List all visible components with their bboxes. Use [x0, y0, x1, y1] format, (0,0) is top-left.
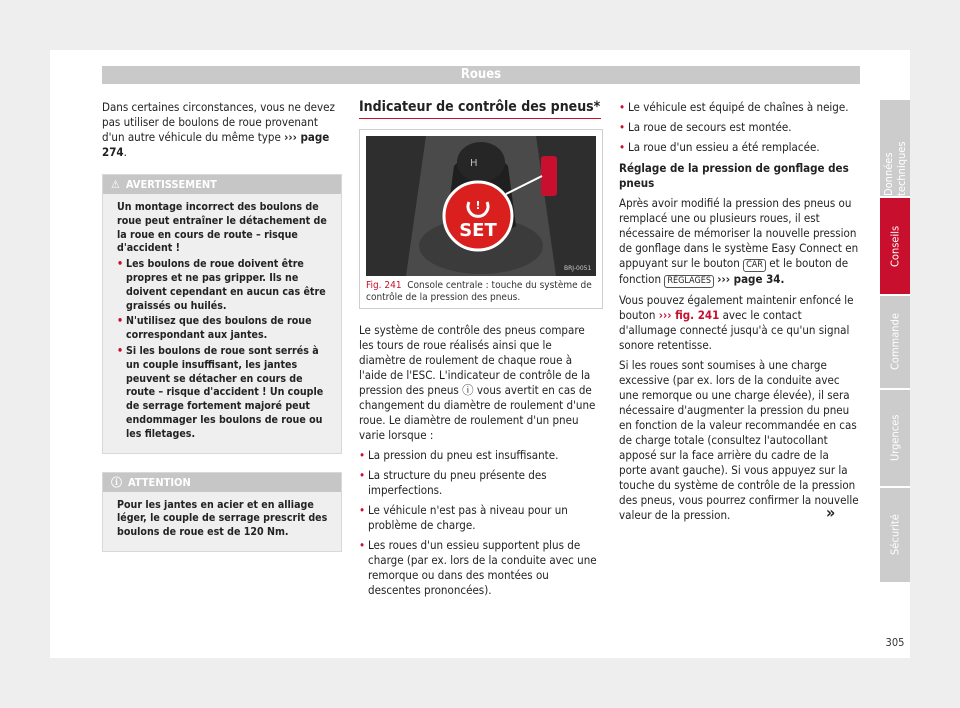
car-button: CAR	[743, 259, 766, 272]
intro-paragraph: Dans certaines circonstances, vous ne devez pas utiliser de boulons de roue provenant d'un autre véhicule du même type ››› page 274.	[102, 100, 335, 159]
subheading: Réglage de la pression de gonflage des pneus	[619, 161, 849, 190]
warning-box	[102, 174, 342, 454]
warning-bullet: • Si les boulons de roue sont serrés à un couple insuffisant, les jantes peuvent se détacher en cours de route – risque d'accident ! Un couple de serrage fortement majoré peut endommager les boulons de roue ou les filetages.	[117, 345, 331, 442]
cause-bullet: • Le véhicule n'est pas à niveau pour un problème de charge.	[359, 503, 601, 533]
middle-text	[359, 323, 601, 598]
info-circle-icon: ⓘ	[111, 475, 122, 489]
reglages-button: RÉGLAGES	[664, 275, 714, 288]
attention-text: Pour les jantes en acier et en alliage léger, le couple de serrage prescrit des boulons de roue est de 120 Nm.	[117, 498, 328, 539]
load-paragraph: Si les roues sont soumises à une charge excessive (par ex. lors de la conduite avec une remorque ou une charge élevée), il sera nécessaire d'augmenter la pression du pneu en fonction de la valeur recommandée en cas de charge totale (consultez l'autocollant apposé sur la face arrière du cadre de la porte avant gauche). Si vous appuyez sur la touche du système de contrôle de la pression des pneus, vous pourrez confirmer la nouvelle valeur de la pression.	[619, 358, 859, 522]
page-header	[102, 66, 860, 84]
warning-triangle-icon: ⚠	[111, 178, 120, 191]
cause-bullet: • La pression du pneu est insuffisante.	[359, 448, 601, 463]
setting-paragraph: Après avoir modifié la pression des pneus ou remplacé une ou plusieurs roues, il est nécessaire de mémoriser la nouvelle pression de gonflage dans le système Easy Connect en appuyant sur le bouton CAR et le bouton de fonction RÉGLAGES ››› page 34.	[619, 196, 859, 286]
console-photo	[366, 136, 596, 276]
warning-bullet: • N'utilisez que des boulons de roue correspondant aux jantes.	[117, 315, 331, 343]
cause-bullet: • La roue d'un essieu a été remplacée.	[619, 140, 859, 155]
continue-marker: »	[826, 503, 836, 522]
attention-header: ⓘ ATTENTION	[103, 473, 341, 492]
warning-body	[103, 194, 341, 453]
attention-box	[102, 472, 342, 552]
middle-column	[359, 100, 601, 603]
tab-securite[interactable]: Sécurité	[880, 488, 910, 582]
attention-body	[103, 492, 341, 551]
tab-conseils[interactable]: Conseils	[880, 198, 910, 294]
svg-text:!: !	[475, 199, 481, 212]
hold-paragraph: Vous pouvez également maintenir enfoncé le bouton ››› fig. 241 avec le contact d'allumage connecté jusqu'à ce qu'un signal sonore retentisse.	[619, 293, 854, 352]
fig-ref-link[interactable]: ››› fig. 241	[658, 308, 720, 322]
console-illustration	[366, 136, 596, 276]
tpms-paragraph: Le système de contrôle des pneus compare les tours de roue réalisés ainsi que le diamètre de roulement de chaque roue à l'aide de l'ESC. L'indicateur de contrôle de la pression des pneus ⓘ vous avertit en cas de changement du diamètre de roulement d'une roue. Le diamètre de roulement d'un pneu varie lorsque :	[359, 323, 596, 442]
page-ref-link[interactable]: ››› page 34.	[717, 272, 785, 286]
figure-241	[359, 129, 603, 309]
figure-caption: Fig. 241 Console centrale : touche du système de contrôle de la pression des pneus.	[366, 280, 592, 303]
tab-urgences[interactable]: Urgences	[880, 390, 910, 486]
cause-bullet: • Le véhicule est équipé de chaînes à neige.	[619, 100, 859, 115]
figure-code: BRJ-0051	[564, 265, 592, 272]
set-label: SET	[459, 220, 497, 241]
tab-donnees-techniques[interactable]: Données techniques	[880, 100, 910, 196]
header-title: Roues	[460, 67, 502, 82]
page-number: 305	[885, 636, 905, 649]
left-column	[102, 100, 342, 552]
svg-text:H: H	[470, 158, 478, 169]
warning-header: ⚠ AVERTISSEMENT	[103, 175, 341, 194]
tab-commande[interactable]: Commande	[880, 296, 910, 388]
cause-bullet: • La structure du pneu présente des imperfections.	[359, 468, 601, 498]
cause-bullet: • La roue de secours est montée.	[619, 120, 859, 135]
cause-bullet: • Les roues d'un essieu supportent plus de charge (par ex. lors de la conduite avec une remorque ou dans des montées ou descentes prononcées).	[359, 538, 601, 598]
warning-bullet: • Les boulons de roue doivent être propres et ne pas gripper. Ils ne doivent cependant en aucun cas être graissés ou huilés.	[117, 258, 331, 313]
warning-lead: Un montage incorrect des boulons de roue peut entraîner le détachement de la roue en cours de route – risque d'accident !	[117, 201, 327, 255]
right-column	[619, 100, 859, 528]
section-title: Indicateur de contrôle des pneus*	[359, 100, 601, 119]
intro-ref-link[interactable]: ››› page 274	[102, 130, 330, 159]
